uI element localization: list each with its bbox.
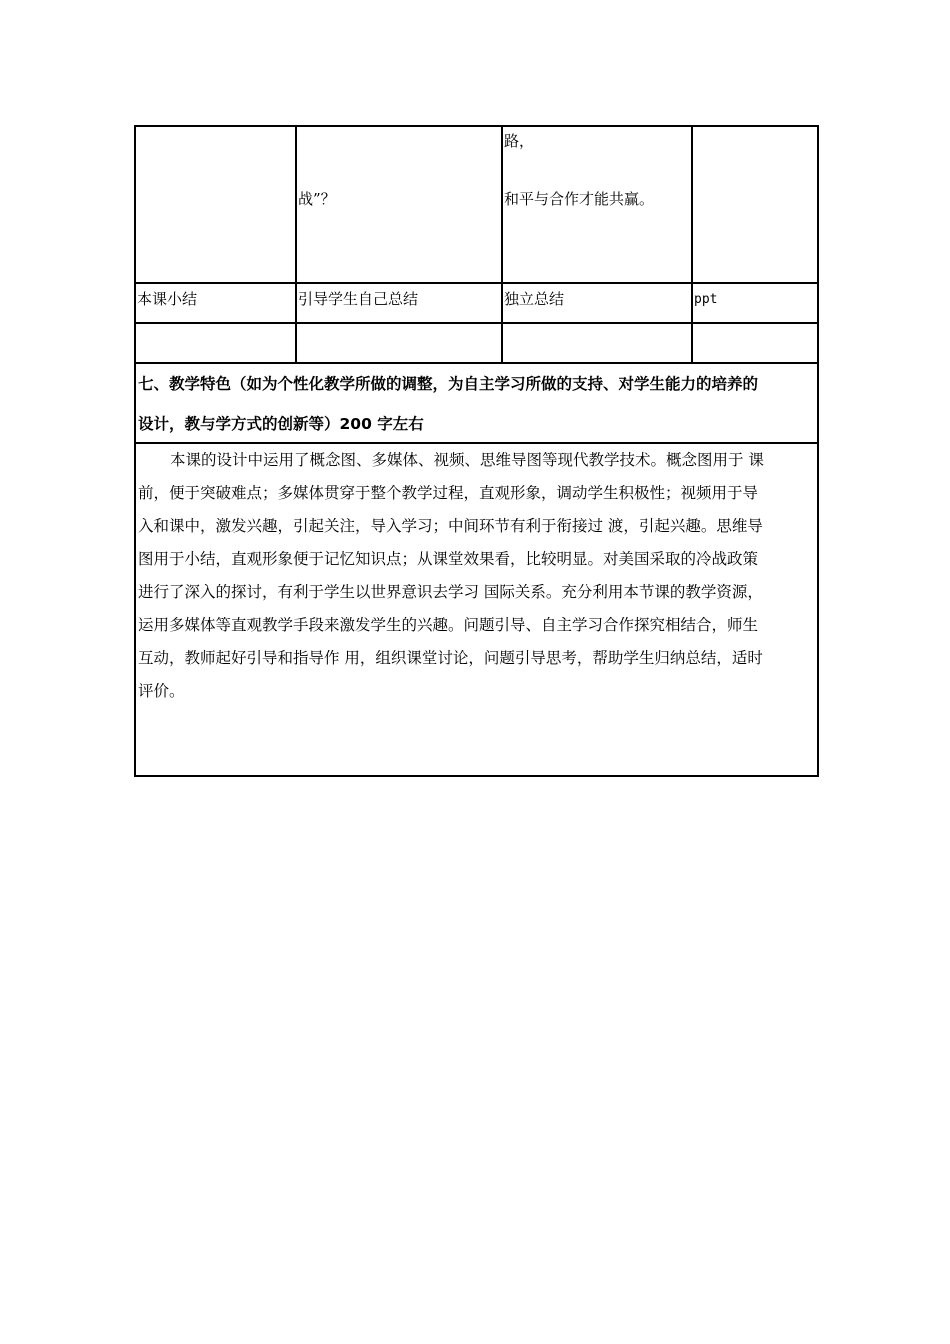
student-activity: 独立总结 [504, 290, 565, 308]
table-cell [136, 324, 297, 362]
paragraph-line: 评价。 [138, 682, 185, 700]
paragraph-line: 前，便于突破难点；多媒体贯穿于整个教学过程，直观形象，调动学生积极性；视频用于导 [138, 484, 759, 502]
table-cell [503, 284, 693, 322]
table-cell [297, 127, 503, 282]
table-row [136, 324, 817, 364]
section-heading [136, 364, 817, 442]
paragraph-line: 进行了深入的探讨，有利于学生以世界意识去学习 国际关系。充分利用本节课的教学资源， [138, 583, 763, 601]
answer-text-line2: 和平与合作才能共赢。 [504, 190, 655, 208]
stage-label: 本课小结 [137, 290, 198, 308]
table-row [136, 284, 817, 324]
section-body-row [136, 444, 817, 775]
lesson-plan-table [134, 125, 819, 777]
section-heading-line: 设计，教与学方式的创新等）200 字左右 [138, 415, 424, 433]
table-cell [503, 324, 693, 362]
paragraph-line: 本课的设计中运用了概念图、多媒体、视频、思维导图等现代教学技术。概念图用于 课 [170, 451, 764, 469]
paragraph-line: 入和课中，激发兴趣，引起关注，导入学习；中间环节有利于衔接过 渡，引起兴趣。思维导 [138, 517, 763, 535]
paragraph-line: 图用于小结，直观形象便于记忆知识点；从课堂效果看，比较明显。对美国采取的冷战政策 [138, 550, 759, 568]
question-text: 战”？ [298, 190, 336, 208]
table-cell [136, 127, 297, 282]
section-heading-row [136, 364, 817, 444]
section-body-paragraph [136, 444, 817, 775]
table-cell [297, 284, 503, 322]
table-cell [693, 284, 817, 322]
table-cell [503, 127, 693, 282]
paragraph-line: 运用多媒体等直观教学手段来激发学生的兴趣。问题引导、自主学习合作探究相结合，师生 [138, 616, 759, 634]
table-cell [693, 127, 817, 282]
teacher-activity: 引导学生自己总结 [298, 290, 419, 308]
section-heading-line: 七、教学特色（如为个性化教学所做的调整，为自主学习所做的支持、对学生能力的培养的 [138, 375, 759, 393]
table-cell [693, 324, 817, 362]
answer-text-line1: 路， [504, 132, 535, 150]
table-row [136, 127, 817, 284]
media-label: ppt [694, 292, 718, 307]
table-cell [136, 284, 297, 322]
table-cell [297, 324, 503, 362]
paragraph-line: 互动，教师起好引导和指导作 用，组织课堂讨论，问题引导思考，帮助学生归纳总结，适时 [138, 649, 763, 667]
